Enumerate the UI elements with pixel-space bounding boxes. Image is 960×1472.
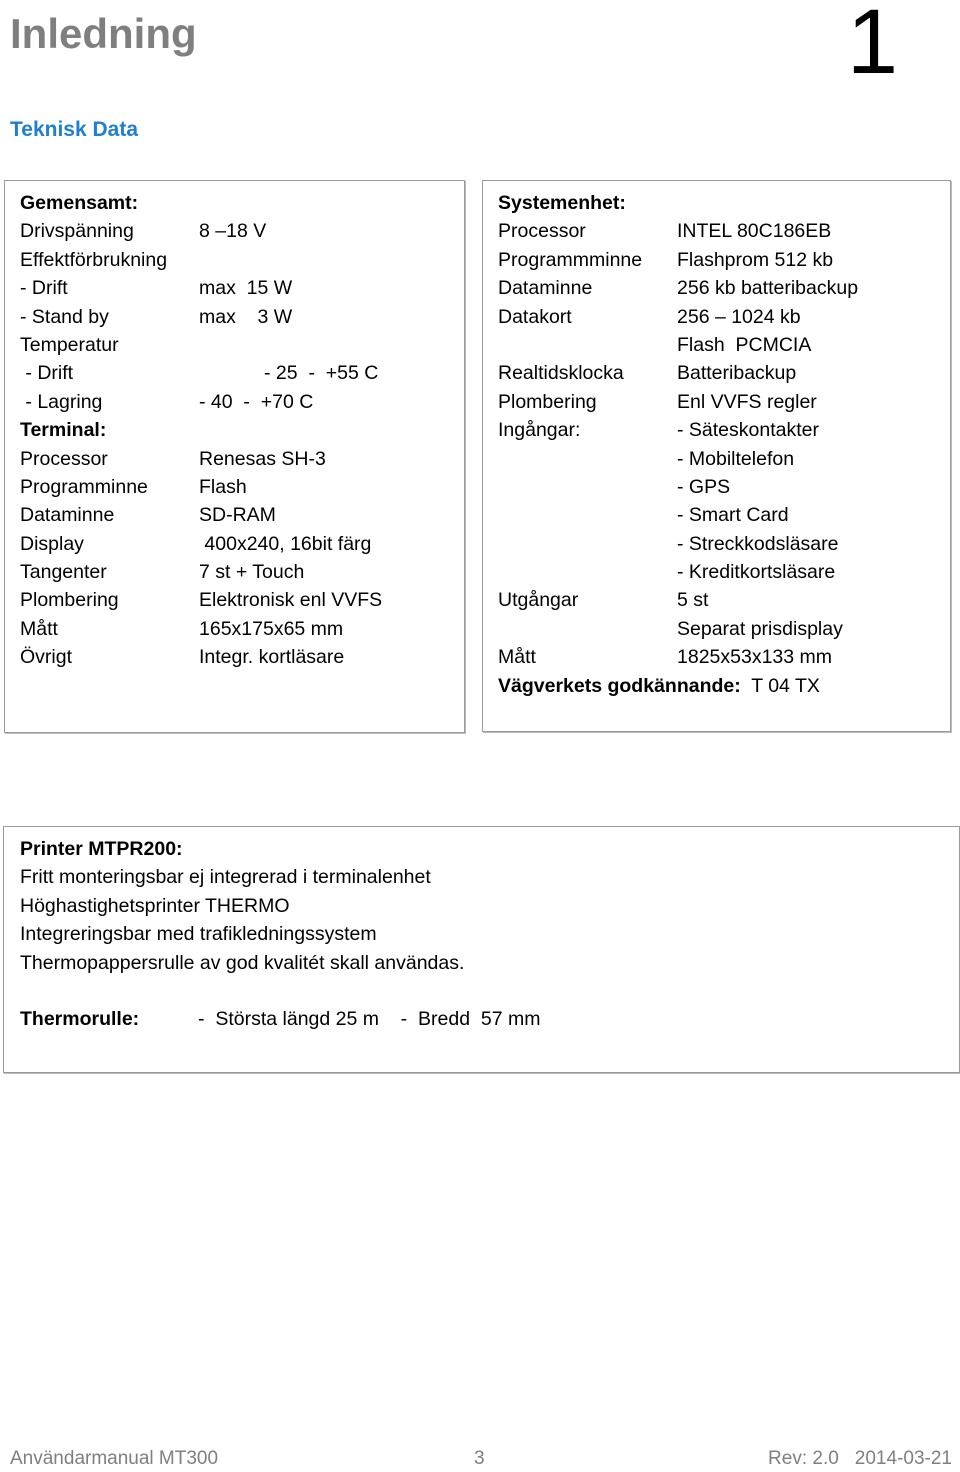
system-spec-key: Datakort — [498, 305, 572, 328]
system-spec-value: Flash PCMCIA — [677, 333, 812, 356]
common-spec-value: max 15 W — [199, 277, 293, 300]
footer-revision — [768, 1446, 952, 1472]
terminal-spec-value: Flash — [199, 475, 247, 498]
chapter-number: 1 — [846, 0, 898, 93]
approval-value: T 04 TX — [740, 674, 820, 697]
system-spec-key — [498, 501, 677, 529]
common-spec-value: - 40 - +70 C — [199, 390, 314, 413]
system-spec-row — [498, 274, 858, 302]
system-spec-value: INTEL 80C186EB — [677, 220, 832, 243]
terminal-spec-row — [20, 558, 382, 586]
terminal-heading: Terminal: — [20, 419, 107, 442]
system-spec-row — [498, 501, 858, 529]
system-spec-value: 5 st — [677, 589, 709, 612]
system-spec-row — [498, 643, 858, 671]
common-spec-key: - Lagring — [20, 390, 103, 413]
terminal-spec-value: 7 st + Touch — [199, 561, 305, 584]
terminal-spec-value: Renesas SH-3 — [199, 447, 326, 470]
thermo-label: Thermorulle: — [20, 1008, 140, 1031]
terminal-spec-key: Plombering — [20, 589, 119, 612]
system-spec-row — [498, 586, 858, 614]
system-spec-key: Ingångar: — [498, 419, 581, 442]
system-spec-value: Batteribackup — [677, 362, 797, 385]
terminal-spec-value: Integr. kortläsare — [199, 646, 345, 669]
terminal-spec-value: 165x175x65 mm — [199, 617, 344, 640]
system-spec-row — [498, 388, 858, 416]
terminal-spec-value: 400x240, 16bit färg — [199, 532, 372, 555]
system-unit-box — [482, 180, 951, 732]
system-spec-value: Flashprom 512 kb — [677, 248, 834, 271]
terminal-spec-key: Mått — [20, 617, 58, 640]
footer-date: 2014-03-21 — [854, 1448, 952, 1469]
system-heading: Systemenhet: — [498, 192, 626, 214]
footer-page-number: 3 — [474, 1448, 485, 1469]
system-spec-key — [498, 558, 677, 586]
system-spec-row — [498, 445, 858, 473]
system-spec-key — [498, 615, 677, 643]
thermo-value: - Största längd 25 m - Bredd 57 mm — [198, 1008, 541, 1031]
system-spec-value: - Säteskontakter — [677, 419, 819, 442]
page-title: Inledning — [10, 10, 197, 57]
terminal-spec-key: Tangenter — [20, 561, 107, 584]
system-spec-value: - GPS — [677, 475, 731, 498]
system-spec-row — [498, 530, 858, 558]
system-spec-key: Plombering — [498, 390, 597, 413]
system-spec-value: 1825x53x133 mm — [677, 646, 833, 669]
system-spec-value: Enl VVFS regler — [677, 390, 817, 413]
common-spec-row — [20, 359, 382, 387]
system-spec-value: 256 – 1024 kb — [677, 305, 801, 328]
common-spec-key: - Drift — [20, 277, 68, 300]
printer-line: Thermopappersrulle av god kvalitét skall användas. — [20, 951, 465, 974]
system-spec-row — [498, 359, 858, 387]
printer-box — [3, 826, 960, 1073]
terminal-spec-value: SD-RAM — [199, 504, 276, 527]
system-spec-value: - Smart Card — [677, 504, 789, 527]
terminal-spec-key: Display — [20, 532, 84, 555]
common-spec-key: Effektförbrukning — [20, 248, 168, 271]
printer-heading: Printer MTPR200: — [20, 838, 183, 860]
common-spec-row — [20, 217, 382, 245]
system-spec-value: - Mobiltelefon — [677, 447, 795, 470]
system-spec-row — [498, 303, 858, 331]
system-spec-row — [498, 331, 858, 359]
system-spec-key: Utgångar — [498, 589, 579, 612]
terminal-spec-row — [20, 586, 382, 614]
system-spec-row — [498, 416, 858, 444]
approval-row — [498, 672, 858, 700]
system-spec-key — [498, 445, 677, 473]
approval-label: Vägverkets godkännande: — [498, 674, 741, 697]
terminal-spec-row — [20, 530, 382, 558]
terminal-spec-row — [20, 643, 382, 671]
common-spec-row — [20, 331, 382, 359]
system-spec-row — [498, 473, 858, 501]
common-spec-row — [20, 388, 382, 416]
system-spec-row — [498, 217, 858, 245]
printer-line: Integreringsbar med trafikledningssystem — [20, 923, 377, 946]
section-heading: Teknisk Data — [10, 118, 138, 141]
terminal-spec-row — [20, 473, 382, 501]
system-spec-value: - Streckkodsläsare — [677, 532, 839, 555]
terminal-spec-row — [20, 615, 382, 643]
thermo-row — [20, 1005, 540, 1033]
footer-rev: Rev: 2.0 — [768, 1448, 839, 1469]
terminal-spec-key: Övrigt — [20, 646, 73, 669]
common-spec-key: Drivspänning — [20, 220, 134, 243]
common-spec-row — [20, 303, 382, 331]
system-spec-value: 256 kb batteribackup — [677, 277, 859, 300]
common-spec-key: Temperatur — [20, 333, 119, 356]
printer-line: Fritt monteringsbar ej integrerad i terminalenhet — [20, 866, 431, 889]
terminal-spec-key: Programminne — [20, 475, 148, 498]
common-spec-value: 8 –18 V — [199, 220, 267, 243]
printer-line: Höghastighetsprinter THERMO — [20, 894, 290, 917]
system-spec-key — [498, 473, 677, 501]
common-spec-key: - Drift — [20, 362, 74, 385]
system-spec-row — [498, 558, 858, 586]
terminal-spec-value: Elektronisk enl VVFS — [199, 589, 383, 612]
common-specs-box — [4, 180, 465, 733]
system-spec-value: - Kreditkortsläsare — [677, 561, 836, 584]
terminal-spec-row — [20, 445, 382, 473]
footer-manual-title: Användarmanual MT300 — [10, 1448, 219, 1469]
system-spec-key — [498, 530, 677, 558]
common-spec-key: - Stand by — [20, 305, 109, 328]
system-spec-key: Processor — [498, 220, 586, 243]
common-heading: Gemensamt: — [20, 192, 139, 214]
system-spec-value: Separat prisdisplay — [677, 617, 843, 640]
common-spec-value: - 25 - +55 C — [199, 362, 379, 385]
system-spec-key: Programmminne — [498, 248, 643, 271]
system-spec-row — [498, 615, 858, 643]
system-spec-key: Dataminne — [498, 277, 593, 300]
system-spec-key: Mått — [498, 646, 536, 669]
system-spec-key — [498, 331, 677, 359]
system-spec-key: Realtidsklocka — [498, 362, 624, 385]
terminal-spec-key: Processor — [20, 447, 108, 470]
terminal-spec-row — [20, 501, 382, 529]
terminal-spec-key: Dataminne — [20, 504, 115, 527]
common-spec-value: max 3 W — [199, 305, 293, 328]
system-spec-row — [498, 246, 858, 274]
common-spec-row — [20, 246, 382, 274]
common-spec-row — [20, 274, 382, 302]
